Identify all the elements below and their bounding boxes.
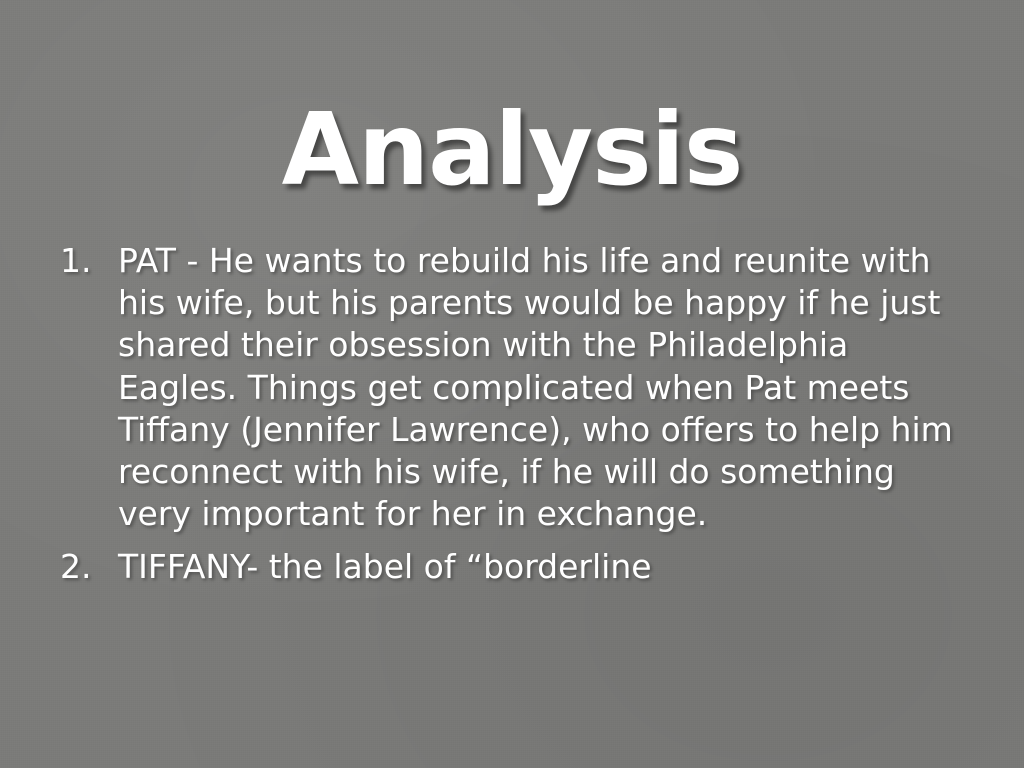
list-item-marker: 2. [60, 546, 92, 586]
list-item [56, 546, 956, 588]
analysis-list [56, 240, 956, 598]
page-title: Analysis [281, 91, 743, 208]
list-item [56, 240, 956, 536]
list-item-text: TIFFANY- the label of “borderline [118, 546, 652, 586]
list-item-text: PAT - He wants to rebuild his life and reunite with his wife, but his parents would be happy if he just shared their obsession with the Philadelphia Eagles. Things get complicated when Pat meets Tiffany (Jennifer Lawrence), who offers to help him reconnect with his wife, if he will do something very important for her in exchange. [118, 241, 953, 534]
list-item-marker: 1. [60, 241, 92, 280]
